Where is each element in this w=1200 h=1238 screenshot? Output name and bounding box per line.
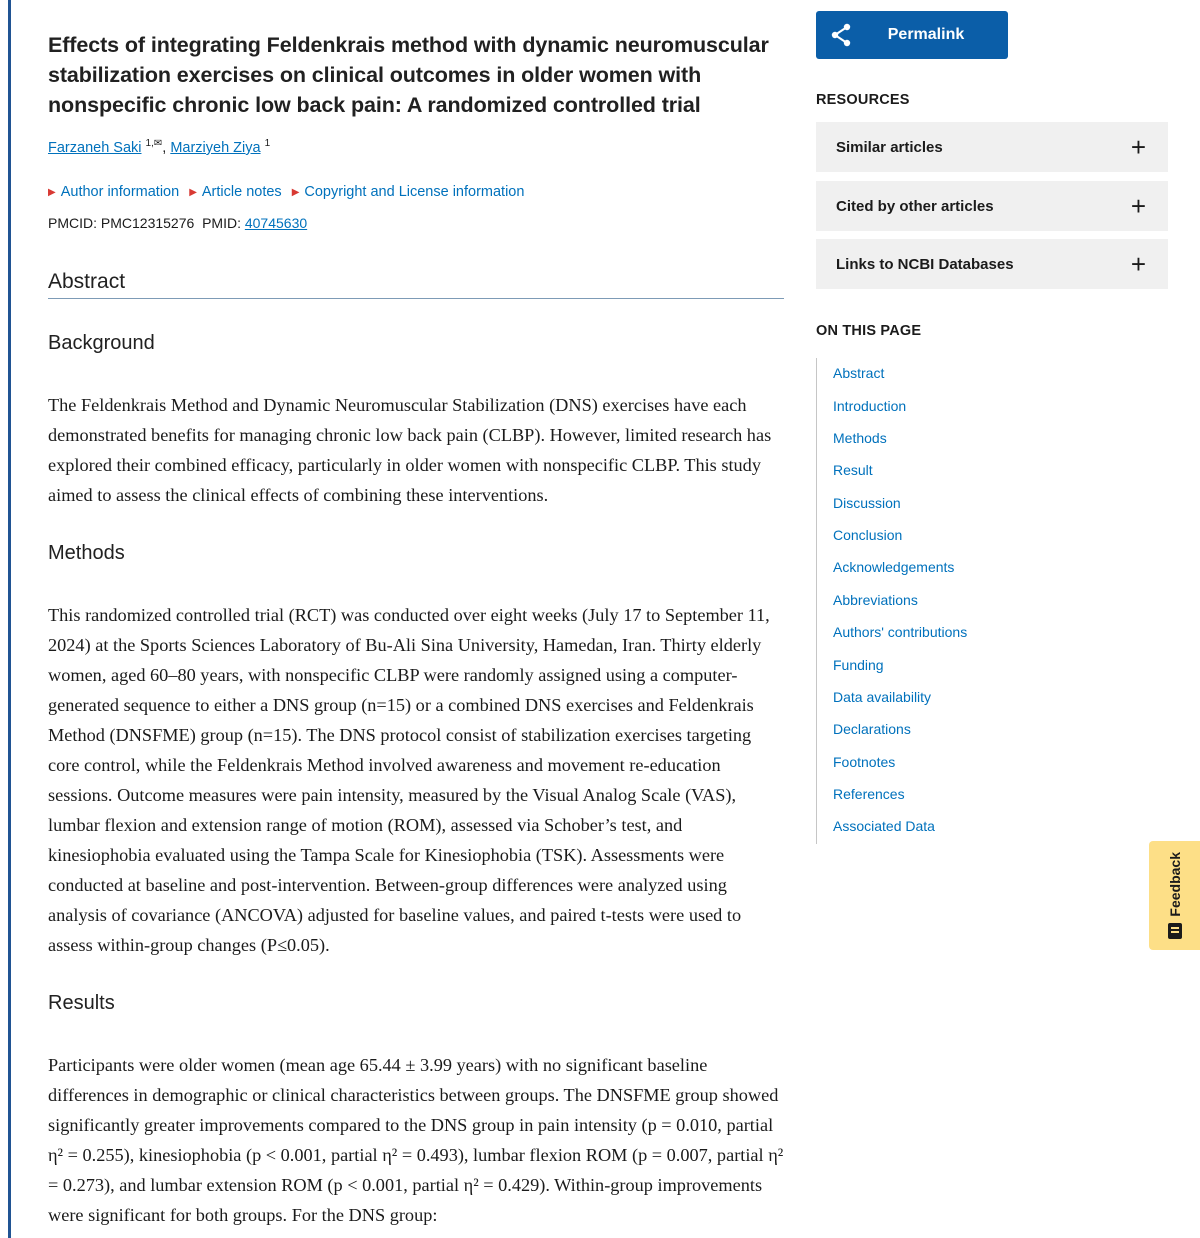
plus-icon: +	[1130, 191, 1146, 221]
author-link-ziya[interactable]: Marziyeh Ziya	[170, 139, 261, 156]
triangle-right-icon: ▶	[291, 186, 300, 198]
toc-link-result[interactable]: Result	[833, 462, 873, 478]
permalink-label: Permalink	[887, 26, 965, 43]
toc-link-authors-contributions[interactable]: Authors' contributions	[833, 624, 968, 640]
pmid-label: PMID:	[202, 215, 241, 231]
toc-link-footnotes[interactable]: Footnotes	[833, 754, 896, 770]
article-identifiers	[48, 215, 307, 231]
results-paragraph: Participants were older women (mean age 65.44 ± 3.99 years) with no significant baseline differences in demographic or clinical characteristics between groups. The DNSFME group showed significantly greater improvements compared to the DNS group in pain intensity (p = 0.010, partial η² = 0.255), kinesiophobia (p < 0.001, partial η² = 0.493), lumbar flexion ROM (p = 0.007, partial η² = 0.273), and lumbar extension ROM (p < 0.001, partial η² = 0.429). Within-group improvements were significant for both groups. For the DNS group:	[48, 1055, 784, 1225]
toc-link-references[interactable]: References	[833, 786, 905, 802]
author-list: Farzaneh Saki $^{1,✉}$, Marziyeh Ziya $^1$	[48, 138, 271, 156]
toc-link-associated-data[interactable]: Associated Data	[833, 818, 935, 834]
plus-icon: +	[1130, 249, 1146, 279]
left-accent-rule	[8, 0, 11, 1238]
accordion-label: Links to NCBI Databases	[836, 255, 1014, 273]
toc-link-abbreviations[interactable]: Abbreviations	[833, 592, 918, 608]
methods-paragraph: This randomized controlled trial (RCT) was conducted over eight weeks (July 17 to September 11, 2024) at the Sports Sciences Laboratory of Bu-Ali Sina University, Hamedan, Iran. Thirty elderly women, aged 60–80 years, with nonspecific CLBP were randomly assigned using a computer-generated sequence to either a DNS group (n=15) or a combined DNS exercises and Feldenkrais Method (DNSFME) group (n=15). The DNS protocol consist of stabilization exercises targeting core control, while the Feldenkrais Method involved awareness and movement re-education sessions. Outcome measures were pain intensity, measured by the Visual Analog Scale (VAS), lumbar flexion and extension range of motion (ROM), assessed via Schober’s test, and kinesiophobia evaluated using the Tampa Scale for Kinesiophobia (TSK). Assessments were conducted at baseline and post-intervention. Between-group differences were analyzed using analysis of covariance (ANCOVA) adjusted for baseline values, and paired t-tests were used to assess within-group changes (P≤0.05).	[48, 605, 770, 955]
author-information-toggle[interactable]: ▶ Author information	[48, 184, 180, 200]
author-affiliation-sup: 1	[264, 138, 271, 149]
article-main	[48, 30, 784, 1225]
background-paragraph: The Feldenkrais Method and Dynamic Neuromuscular Stabilization (DNS) exercises have each demonstrated benefits for managing chronic low back pain (CLBP). However, limited research has explored their combined efficacy, particularly in older women with nonspecific CLBP. This study aimed to assess the clinical effects of combining these interventions.	[48, 395, 772, 505]
triangle-right-icon: ▶	[189, 186, 197, 198]
background-heading: Background	[48, 332, 155, 354]
permalink-button[interactable]	[816, 11, 1008, 59]
toc-link-acknowledgements[interactable]: Acknowledgements	[833, 559, 955, 575]
pmid-link[interactable]: 40745630	[244, 215, 308, 231]
toc-link-conclusion[interactable]: Conclusion	[833, 527, 903, 543]
similar-articles-accordion[interactable]	[816, 122, 1168, 172]
on-this-page-nav	[816, 358, 1017, 844]
feedback-label: Feedback	[1166, 852, 1183, 917]
share-icon	[816, 23, 866, 47]
cited-by-accordion[interactable]	[816, 181, 1168, 231]
toc-link-methods[interactable]: Methods	[833, 430, 887, 446]
accordion-label: Cited by other articles	[836, 197, 994, 215]
author-affiliation-sup: 1,✉	[145, 138, 163, 149]
copyright-license-toggle[interactable]: ▶ Copyright and License information	[291, 184, 525, 200]
toc-link-introduction[interactable]: Introduction	[833, 398, 907, 414]
accordion-label: Similar articles	[836, 138, 943, 156]
abstract-heading: Abstract	[48, 270, 784, 299]
author-link-saki[interactable]: Farzaneh Saki	[48, 139, 142, 156]
article-title: Effects of integrating Feldenkrais method with dynamic neuromuscular stabilization exercises on clinical outcomes in older women with nonspecific chronic low back pain: A randomized controlled trial	[48, 33, 769, 117]
methods-heading: Methods	[48, 542, 125, 564]
feedback-form-icon	[1168, 923, 1182, 939]
on-this-page-heading: ON THIS PAGE	[816, 323, 922, 339]
toc-link-data-availability[interactable]: Data availability	[833, 689, 932, 705]
results-heading: Results	[48, 992, 115, 1014]
toc-link-abstract[interactable]: Abstract	[833, 365, 885, 381]
triangle-right-icon: ▶	[48, 186, 56, 198]
plus-icon: +	[1130, 132, 1146, 162]
toc-link-declarations[interactable]: Declarations	[833, 721, 911, 737]
article-meta-links	[48, 184, 524, 200]
resources-heading: RESOURCES	[816, 92, 910, 108]
toc-link-funding[interactable]: Funding	[833, 657, 884, 673]
article-notes-toggle[interactable]: ▶ Article notes	[189, 184, 282, 200]
toc-link-discussion[interactable]: Discussion	[833, 495, 901, 511]
pmcid: PMCID: PMC12315276	[48, 215, 195, 231]
ncbi-links-accordion[interactable]	[816, 239, 1168, 289]
feedback-button[interactable]	[1149, 841, 1200, 950]
